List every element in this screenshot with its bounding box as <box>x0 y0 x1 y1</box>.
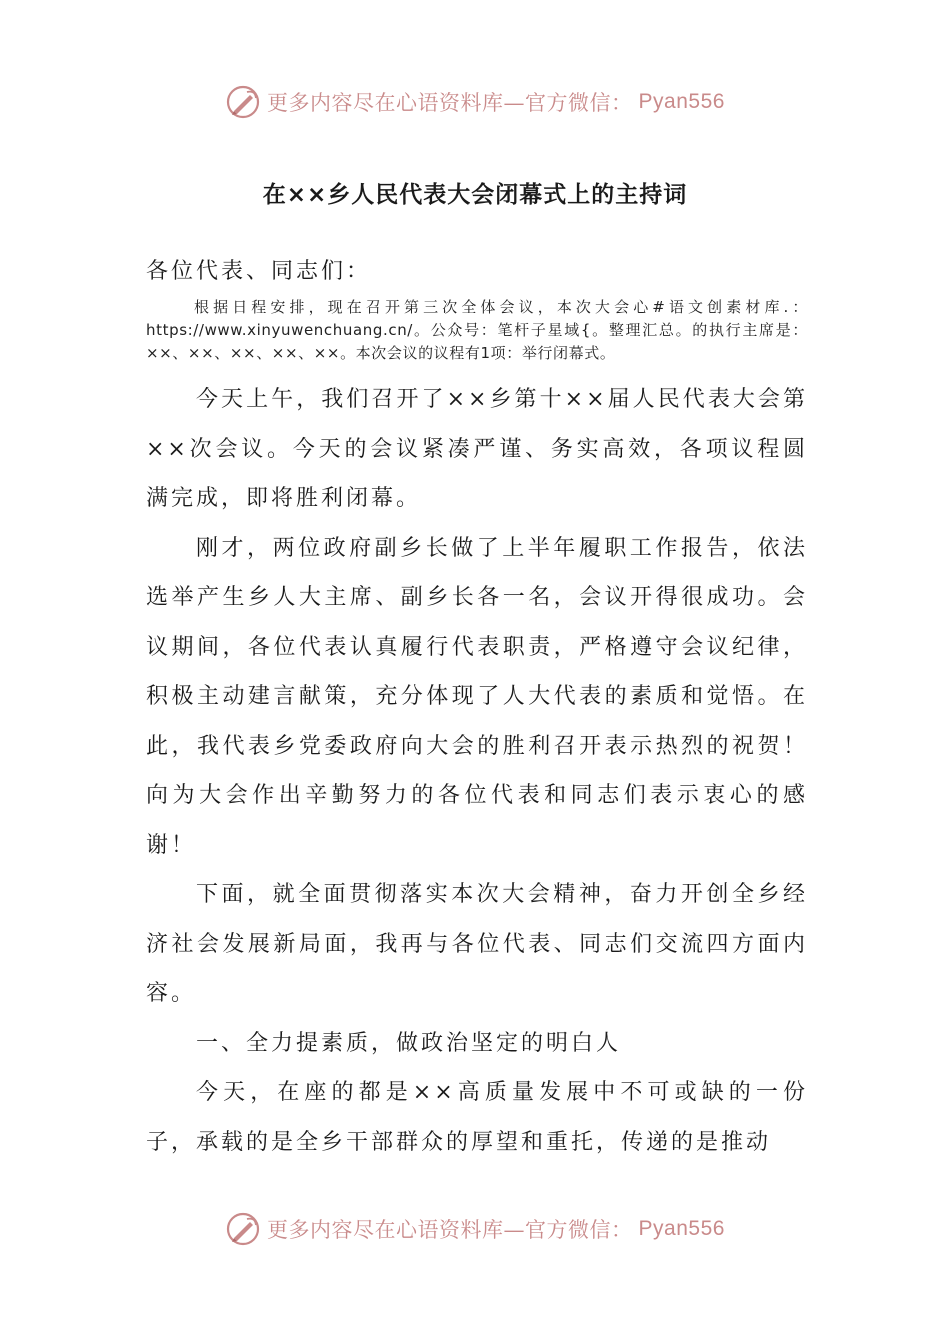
watermark-text: 更多内容尽在心语资料库—官方微信： <box>267 1218 633 1242</box>
watermark-account: Pyan556 <box>638 1217 725 1240</box>
salutation: 各位代表、同志们： <box>146 259 372 284</box>
paragraph-4: 今天，在座的都是××高质量发展中不可或缺的一份子，承载的是全乡干部群众的厚望和重托，传递的是推动 <box>146 1080 808 1155</box>
pen-logo-icon <box>225 1211 261 1247</box>
document-body <box>146 252 808 1167</box>
paragraph-2: 刚才，两位政府副乡长做了上半年履职工作报告，依法选举产生乡人大主席、副乡长各一名，会议开得很成功。会议期间，各位代表认真履行代表职责，严格遵守会议纪律，积极主动建言献策，充分体现了人大代表的素质和觉悟。在此，我代表乡党委政府向大会的胜利召开表示热烈的祝贺！向为大会作出辛勤努力的各位代表和同志们表示衷心的感谢！ <box>146 535 808 858</box>
watermark-text: 更多内容尽在心语资料库—官方微信： <box>267 91 633 115</box>
footer-watermark <box>0 1211 950 1247</box>
watermark-account: Pyan556 <box>638 90 725 113</box>
pen-logo-icon <box>225 84 261 120</box>
header-watermark <box>0 84 950 120</box>
intro-note: 根据日程安排，现在召开第三次全体会议，本次大会心#语文创素材库.：https://www.xinyuwenchuang.cn/。公众号：笔杆子星域{。整理汇总。的执行主席是：××、××、××、××、××。本次会议的议程有1项：举行闭幕式。 <box>146 298 808 362</box>
section-heading: 一、全力提素质，做政治坚定的明白人 <box>196 1030 622 1056</box>
paragraph-3: 下面，就全面贯彻落实本次大会精神，奋力开创全乡经济社会发展新局面，我再与各位代表、同志们交流四方面内容。 <box>146 882 808 1006</box>
document-title: 在××乡人民代表大会闭幕式上的主持词 <box>262 182 688 208</box>
paragraph-1: 今天上午，我们召开了××乡第十××届人民代表大会第××次会议。今天的会议紧凑严谨、务实高效，各项议程圆满完成，即将胜利闭幕。 <box>146 387 808 511</box>
